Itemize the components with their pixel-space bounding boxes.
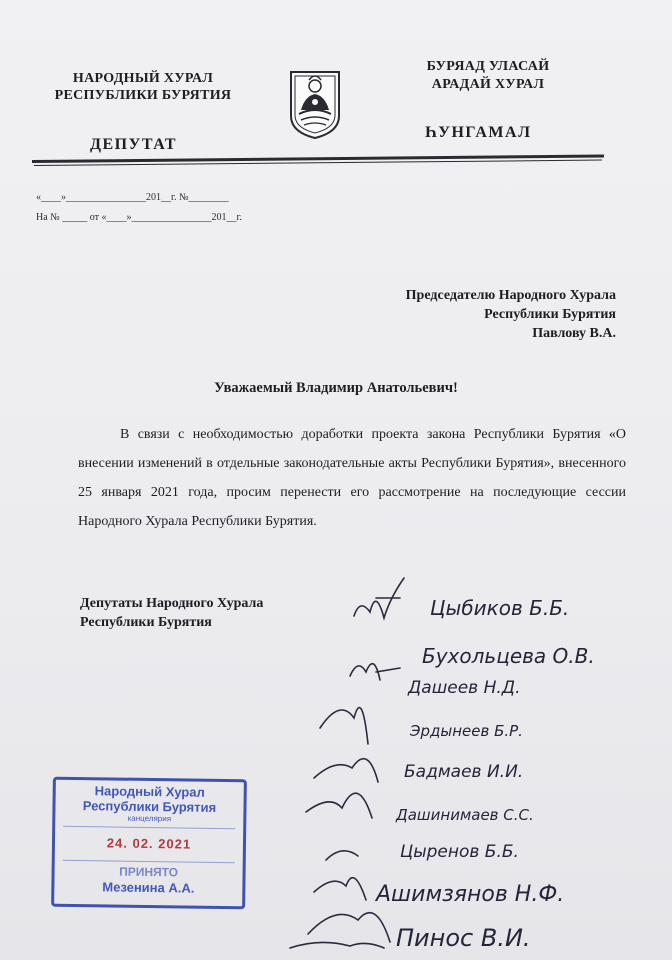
stamp-divider-top: [63, 826, 235, 829]
signature-name-9: Пинос В.И.: [396, 924, 531, 952]
salutation: Уважаемый Владимир Анатольевич!: [214, 380, 458, 396]
signoff-line1: Депутаты Народного Хурала: [80, 596, 264, 611]
header-left-block: [38, 70, 248, 104]
addressee-block: [406, 286, 616, 343]
header-right-title: ҺУНГАМАЛ: [425, 124, 532, 141]
signature-name-4: Эрдынеев Б.Р.: [410, 722, 523, 740]
signature-name-2: Бухольцева О.В.: [422, 644, 595, 668]
signature-name-8: Ашимзянов Н.Ф.: [376, 882, 565, 907]
header-left-title: ДЕПУТАТ: [90, 136, 178, 153]
addressee-line2: Республики Бурятия: [484, 307, 616, 322]
header-right-line1: БУРЯАД УЛАСАЙ: [426, 59, 550, 74]
stamp-name: Мезенина А.А.: [102, 879, 195, 896]
addressee-line3: Павлову В.А.: [532, 326, 616, 341]
received-stamp: [51, 777, 247, 910]
stamp-line2: Республики Бурятия: [82, 798, 217, 815]
letter-body-paragraph: В связи с необходимостью доработки проекта закона Республики Бурятия «О внесении изменений в отдельные законодательные акты Республики Бурятия», внесенного 25 января 2021 года, просим перенести его рассмотрение на последующие сессии Народного Хурала Республики Бурятия.: [78, 427, 626, 529]
coat-of-arms-emblem: [287, 66, 343, 140]
stamp-date: 24. 02. 2021: [106, 835, 192, 852]
signature-name-7: Цыренов Б.Б.: [400, 842, 519, 862]
stamp-line3: канцелярия: [127, 813, 172, 824]
signoff-block: [80, 594, 263, 632]
signatures-area: [280, 568, 672, 960]
addressee-line1: Председателю Народного Хурала: [405, 288, 616, 303]
header-right-block: [408, 58, 568, 94]
stamp-line1: Народный Хурал: [94, 783, 205, 800]
signature-name-1: Цыбиков Б.Б.: [430, 596, 570, 620]
stamp-divider-bottom: [63, 860, 235, 863]
signature-name-3: Дашеев Н.Д.: [408, 678, 521, 698]
stamp-status: ПРИНЯТО: [119, 864, 179, 880]
signature-name-5: Бадмаев И.И.: [404, 762, 524, 782]
header-left-line1: НАРОДНЫЙ ХУРАЛ: [72, 71, 214, 86]
registry-line-incoming: На № _____ от «____»________________201__г.: [36, 212, 242, 223]
header-left-line2: РЕСПУБЛИКИ БУРЯТИЯ: [54, 88, 232, 103]
header-right-line2: АРАДАЙ ХУРАЛ: [431, 77, 545, 92]
signature-name-6: Дашинимаев С.С.: [396, 806, 534, 824]
registry-line-outgoing: «____»________________201__г. №________: [36, 192, 229, 203]
signoff-line2: Республики Бурятия: [80, 615, 212, 630]
